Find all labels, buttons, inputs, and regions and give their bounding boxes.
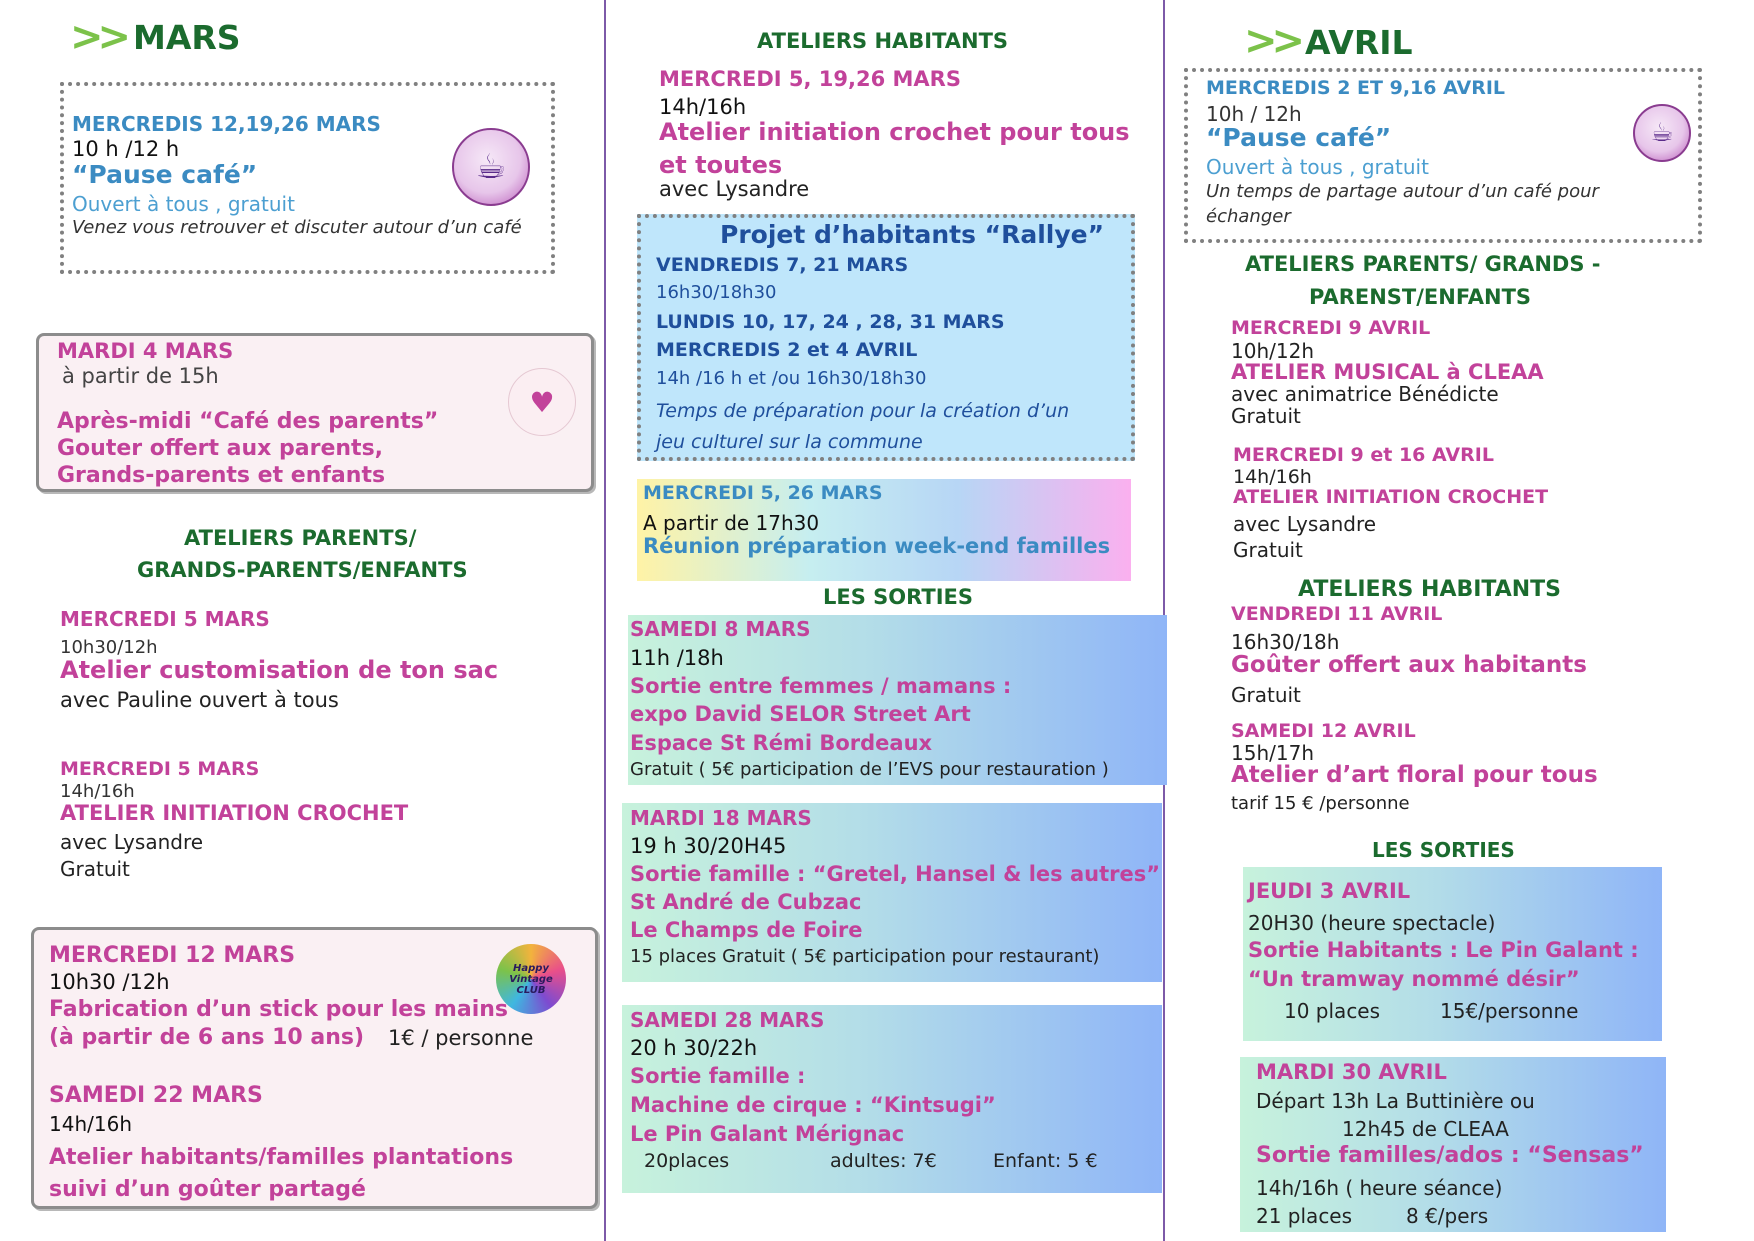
sortie-avril2-places: 21 places [1256,1204,1353,1228]
ateliers-habitants-heading: ATELIERS HABITANTS [757,29,1009,53]
pause-cafe-title: “Pause café” [72,160,258,189]
cafe-parents-line3: Grands-parents et enfants [57,463,386,488]
sortie-avril1-line2: “Un tramway nommé désir” [1248,967,1580,991]
musical-price: Gratuit [1231,404,1301,428]
sortie1-time: 11h /18h [630,646,724,670]
sortie3-child: Enfant: 5 € [993,1150,1098,1172]
happy-vintage-club-logo-text: Happy Vintage CLUB [509,962,553,996]
reunion-title: Réunion préparation week-end familles [643,534,1111,558]
sortie2-time: 19 h 30/20H45 [630,834,787,858]
column-divider-left [604,0,606,1241]
sortie-avril1-price: 15€/personne [1440,999,1579,1023]
musical-title: ATELIER MUSICAL à CLEAA [1231,360,1544,384]
crochet-title: ATELIER INITIATION CROCHET [60,801,409,825]
avril-arrow-icon: >> [1244,18,1300,64]
plantations-time: 14h/16h [49,1112,132,1136]
gouter-title: Goûter offert aux habitants [1231,652,1587,678]
sortie2-date: MARDI 18 MARS [630,806,812,830]
crochet2-line2: et toutes [659,151,783,179]
crochet3-with: avec Lysandre [1233,512,1377,536]
pause-cafe-desc: Venez vous retrouver et discuter autour d’un café [72,217,522,238]
sortie3-line1: Sortie famille : [630,1064,806,1088]
sortie-avril2-date: MARDI 30 AVRIL [1256,1060,1447,1084]
sac-time: 10h30/12h [60,637,158,658]
pause-cafe-time: 10 h /12 h [72,137,180,161]
coffee-cup-icon: ☕ [452,128,530,206]
sortie2-note: 15 places Gratuit ( 5€ participation pour restaurant) [630,946,1100,967]
sortie2-line1: Sortie famille : “Gretel, Hansel & les autres” [630,862,1161,886]
mars-title: MARS [133,18,241,57]
sortie3-adults: adultes: 7€ [830,1150,937,1172]
ateliers-parents-heading-line2: GRANDS-PARENTS/ENFANTS [137,558,468,582]
pause-cafe2-date: MERCREDIS 2 ET 9,16 AVRIL [1206,77,1506,99]
musical-date: MERCREDI 9 AVRIL [1231,317,1431,339]
sortie-avril2-time1: Départ 13h La Buttinière ou [1256,1089,1535,1113]
sortie3-line2: Machine de cirque : “Kintsugi” [630,1093,996,1117]
coffee-cup-icon: ☕ [1633,104,1691,162]
crochet-date: MERCREDI 5 MARS [60,758,260,780]
sortie1-line2: expo David SELOR Street Art [630,702,971,726]
plantations-line1: Atelier habitants/familles plantations [49,1145,514,1170]
pause-cafe2-title: “Pause café” [1206,123,1392,152]
ateliers-parents2-heading-line2: PARENST/ENFANTS [1309,285,1532,309]
avril-title: AVRIL [1305,23,1413,62]
sortie3-time: 20 h 30/22h [630,1036,758,1060]
sorties-heading-mars: LES SORTIES [823,585,973,609]
sortie-avril2-time2: 12h45 de CLEAA [1342,1117,1509,1141]
stick-date: MERCREDI 12 MARS [49,943,296,968]
crochet3-price: Gratuit [1233,538,1303,562]
crochet2-line1: Atelier initiation crochet pour tous [659,118,1130,146]
rallye-date2: LUNDIS 10, 17, 24 , 28, 31 MARS [656,311,1005,333]
sortie3-date: SAMEDI 28 MARS [630,1008,825,1032]
rallye-title: Projet d’habitants “Rallye” [720,220,1105,249]
happy-vintage-club-logo [496,944,566,1014]
sortie1-line3: Espace St Rémi Bordeaux [630,731,933,755]
rallye-time3: 14h /16 h et /ou 16h30/18h30 [656,368,927,389]
crochet3-date: MERCREDI 9 et 16 AVRIL [1233,444,1494,466]
rallye-date1: VENDREDIS 7, 21 MARS [656,254,909,276]
crochet3-title: ATELIER INITIATION CROCHET [1233,486,1549,508]
plantations-line2: suivi d’un goûter partagé [49,1177,366,1202]
cafe-parents-date: MARDI 4 MARS [57,339,234,363]
cafe-parents-time: à partir de 15h [62,364,219,388]
parents-logo: ♥ [508,368,576,436]
sac-title: Atelier customisation de ton sac [60,656,499,684]
sac-date: MERCREDI 5 MARS [60,607,270,631]
floral-time: 15h/17h [1231,741,1314,765]
sac-with: avec Pauline ouvert à tous [60,688,339,712]
ateliers-parents-heading-line1: ATELIERS PARENTS/ [184,526,417,550]
crochet-with: avec Lysandre [60,830,204,854]
sortie-avril1-places: 10 places [1284,999,1381,1023]
rallye-box [637,214,1135,461]
mars-arrow-icon: >> [70,14,126,60]
crochet2-date: MERCREDI 5, 19,26 MARS [659,67,961,91]
sortie1-note: Gratuit ( 5€ participation de l’EVS pour restauration ) [630,759,1109,780]
sortie3-places: 20places [644,1150,730,1172]
pause-cafe2-open: Ouvert à tous , gratuit [1206,155,1429,179]
sortie1-date: SAMEDI 8 MARS [630,617,811,641]
reunion-date: MERCREDI 5, 26 MARS [643,482,883,504]
floral-date: SAMEDI 12 AVRIL [1231,720,1416,742]
floral-price: tarif 15 € /personne [1231,793,1410,814]
gouter-time: 16h30/18h [1231,630,1340,654]
sortie1-line1: Sortie entre femmes / mamans : [630,674,1012,698]
musical-time: 10h/12h [1231,339,1314,363]
sortie-avril2-time3: 14h/16h ( heure séance) [1256,1176,1503,1200]
pause-cafe2-time: 10h / 12h [1206,102,1302,126]
stick-price: 1€ / personne [388,1026,534,1050]
rallye-desc1: Temps de préparation pour la création d’un [656,400,1070,422]
pause-cafe-open: Ouvert à tous , gratuit [72,192,295,216]
pause-cafe2-desc1: Un temps de partage autour d’un café pour [1206,181,1599,202]
plantations-date: SAMEDI 22 MARS [49,1083,263,1108]
musical-with: avec animatrice Bénédicte [1231,382,1499,406]
crochet-price: Gratuit [60,857,130,881]
crochet3-time: 14h/16h [1233,466,1312,488]
crochet2-with: avec Lysandre [659,177,810,201]
stick-title: Fabrication d’un stick pour les mains [49,997,508,1022]
stick-age: (à partir de 6 ans 10 ans) [49,1025,365,1050]
rallye-date3: MERCREDIS 2 et 4 AVRIL [656,339,918,361]
sorties-heading-avril: LES SORTIES [1372,838,1515,862]
stick-time: 10h30 /12h [49,970,170,994]
sortie2-line2: St André de Cubzac [630,890,862,914]
sortie-avril1-date: JEUDI 3 AVRIL [1248,879,1411,903]
sortie-avril2-price: 8 €/pers [1406,1204,1489,1228]
sortie2-line3: Le Champs de Foire [630,918,863,942]
reunion-time: A partir de 17h30 [643,511,820,535]
crochet-time: 14h/16h [60,781,135,802]
pause-cafe-date: MERCREDIS 12,19,26 MARS [72,112,381,136]
crochet2-time: 14h/16h [659,95,747,119]
sortie-avril1-line1: Sortie Habitants : Le Pin Galant : [1248,938,1639,962]
floral-title: Atelier d’art floral pour tous [1231,762,1598,788]
rallye-desc2: jeu culturel sur la commune [656,431,923,453]
sortie3-line3: Le Pin Galant Mérignac [630,1122,905,1146]
sortie-avril1-time: 20H30 (heure spectacle) [1248,911,1496,935]
pause-cafe2-desc2: échanger [1206,206,1291,227]
rallye-time1: 16h30/18h30 [656,282,777,303]
sortie-avril2-title: Sortie familles/ados : “Sensas” [1256,1143,1644,1168]
gouter-price: Gratuit [1231,683,1301,707]
gouter-date: VENDREDI 11 AVRIL [1231,603,1443,625]
cafe-parents-line1: Après-midi “Café des parents” [57,409,439,434]
cafe-parents-line2: Gouter offert aux parents, [57,436,384,461]
ateliers-parents2-heading-line1: ATELIERS PARENTS/ GRANDS - [1245,252,1601,276]
ateliers-habitants2-heading: ATELIERS HABITANTS [1298,577,1562,602]
